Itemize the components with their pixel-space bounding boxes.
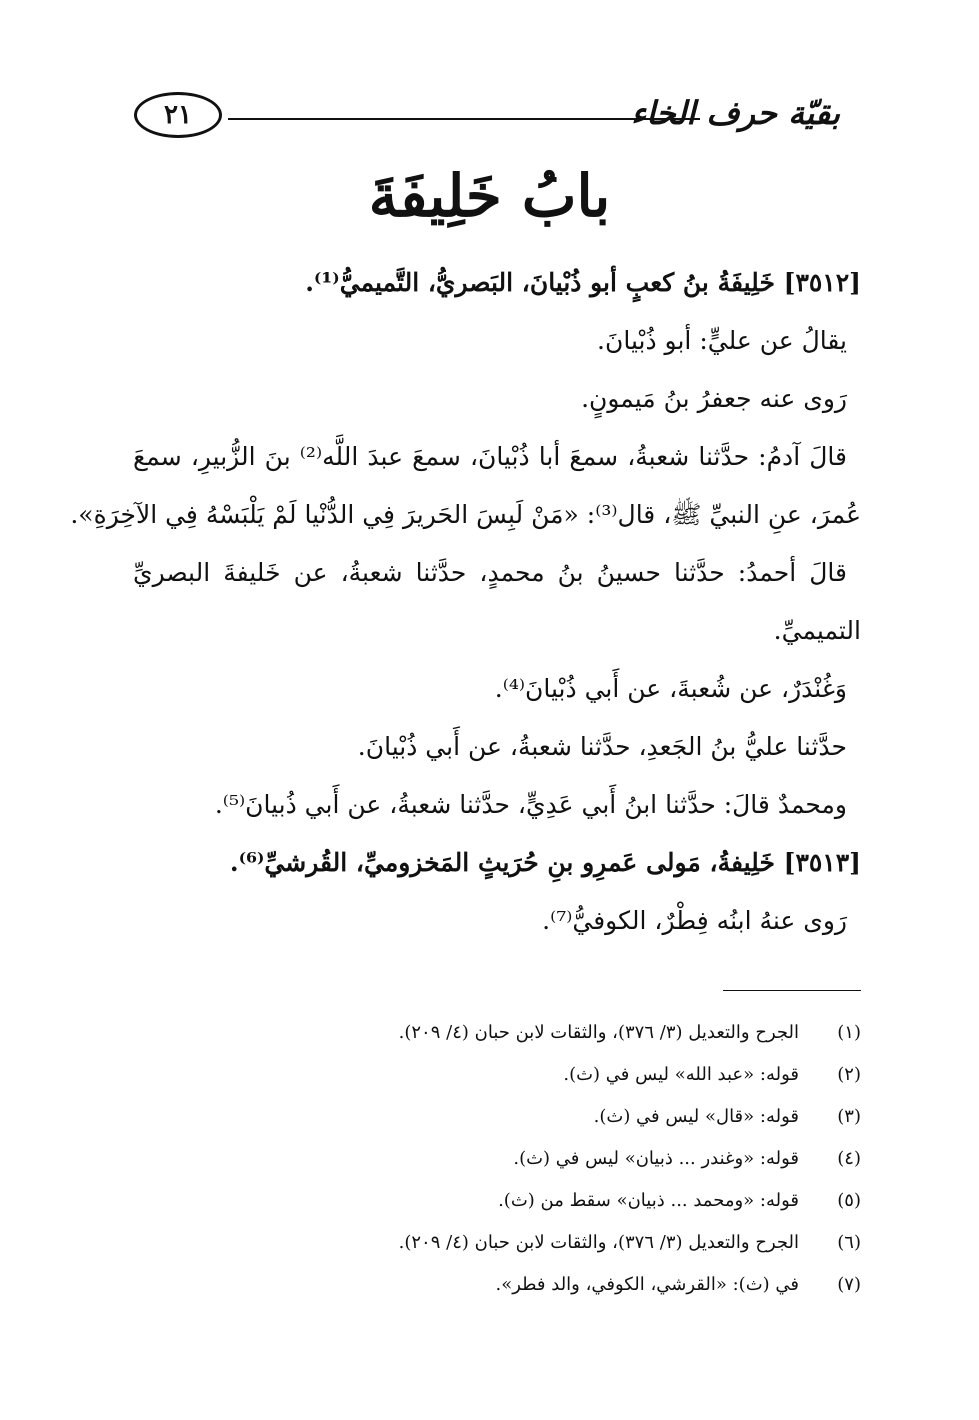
entry-heading-3512: [٣٥١٢] خَلِيفَةُ بنُ كعبٍ أبو ذُبْيانَ، البَصريُّ، التَّميميُّ⁽¹⁾.	[305, 268, 861, 297]
footnote	[133, 1096, 861, 1138]
footnote-text: قوله: «قال» ليس في (ث).	[593, 1106, 799, 1127]
text-line: رَوى عنهُ ابنُه فِطْرٌ، الكوفيُّ⁽⁷⁾.	[542, 906, 847, 935]
text-line: ومحمدٌ قالَ: حدَّثنا ابنُ أَبي عَدِيٍّ، حدَّثنا شعبةُ، عن أَبي ذُبيانَ⁽⁵⁾.	[214, 790, 847, 819]
main-text	[70, 254, 861, 950]
text-line: عُمرَ، عنِ النبيِّ ﷺ، قال⁽³⁾: «مَنْ لَبِسَ الحَريرَ فِي الدُّنْيا لَمْ يَلْبَسْهُ فِي الآخِرَةِ».	[70, 500, 861, 529]
footnote-number: (٤)	[837, 1148, 861, 1169]
page-header	[128, 88, 840, 148]
footnote	[133, 1012, 861, 1054]
chapter-title: بابُ خَلِيفَةَ	[368, 162, 611, 230]
running-head: بقيّة حرف الخاء	[631, 94, 840, 132]
page-number: ٢١	[134, 92, 222, 138]
footnote-number: (٣)	[837, 1106, 861, 1127]
footnote-text: الجرح والتعديل (٣/ ٣٧٦)، والثقات لابن حبان (٤/ ٢٠٩).	[398, 1022, 799, 1043]
text-line: وَغُنْدَرٌ، عن شُعبةَ، عن أَبي ذُبْيانَ⁽⁴⁾.	[494, 674, 847, 703]
text-line: قالَ آدمُ: حدَّثنا شعبةُ، سمعَ أبا ذُبْيانَ، سمعَ عبدَ اللَّه⁽²⁾ بنَ الزُّبيرِ، سمعَ	[133, 442, 847, 471]
header-rule	[228, 118, 700, 120]
footnote	[133, 1264, 861, 1306]
footnote-text: قوله: «ومحمد ... ذبيان» سقط من (ث).	[498, 1190, 799, 1211]
footnote-number: (٥)	[837, 1190, 861, 1211]
footnote-text: في (ث): «القرشي، الكوفي، والد فطر».	[495, 1274, 799, 1295]
footnote-divider	[723, 990, 861, 991]
text-line: رَوى عنه جعفرُ بنُ مَيمونٍ.	[581, 384, 847, 413]
footnote	[133, 1180, 861, 1222]
text-line: قالَ أحمدُ: حدَّثنا حسينُ بنُ محمدٍ، حدَّثنا شعبةُ، عن خَليفةَ البصريِّ	[133, 558, 847, 587]
footnote	[133, 1138, 861, 1180]
footnote-number: (٦)	[837, 1232, 861, 1253]
text-line: التميميِّ.	[773, 616, 861, 645]
footnote-number: (١)	[837, 1022, 861, 1043]
text-line: حدَّثنا عليُّ بنُ الجَعدِ، حدَّثنا شعبةُ، عن أَبي ذُبْيانَ.	[357, 732, 847, 761]
footnote-text: قوله: «عبد الله» ليس في (ث).	[563, 1064, 799, 1085]
footnotes	[133, 1012, 861, 1306]
footnote	[133, 1054, 861, 1096]
entry-heading-3513: [٣٥١٣] خَلِيفةُ، مَولى عَمرِو بنِ حُرَيثٍ المَخزوميِّ، القُرشيِّ⁽⁶⁾.	[229, 848, 861, 877]
footnote-number: (٧)	[837, 1274, 861, 1295]
footnote	[133, 1222, 861, 1264]
text-line: يقالُ عن عليٍّ: أبو ذُبْيانَ.	[597, 326, 847, 355]
footnote-text: الجرح والتعديل (٣/ ٣٧٦)، والثقات لابن حبان (٤/ ٢٠٩).	[398, 1232, 799, 1253]
footnote-text: قوله: «وغندر ... ذبيان» ليس في (ث).	[513, 1148, 799, 1169]
footnote-number: (٢)	[837, 1064, 861, 1085]
